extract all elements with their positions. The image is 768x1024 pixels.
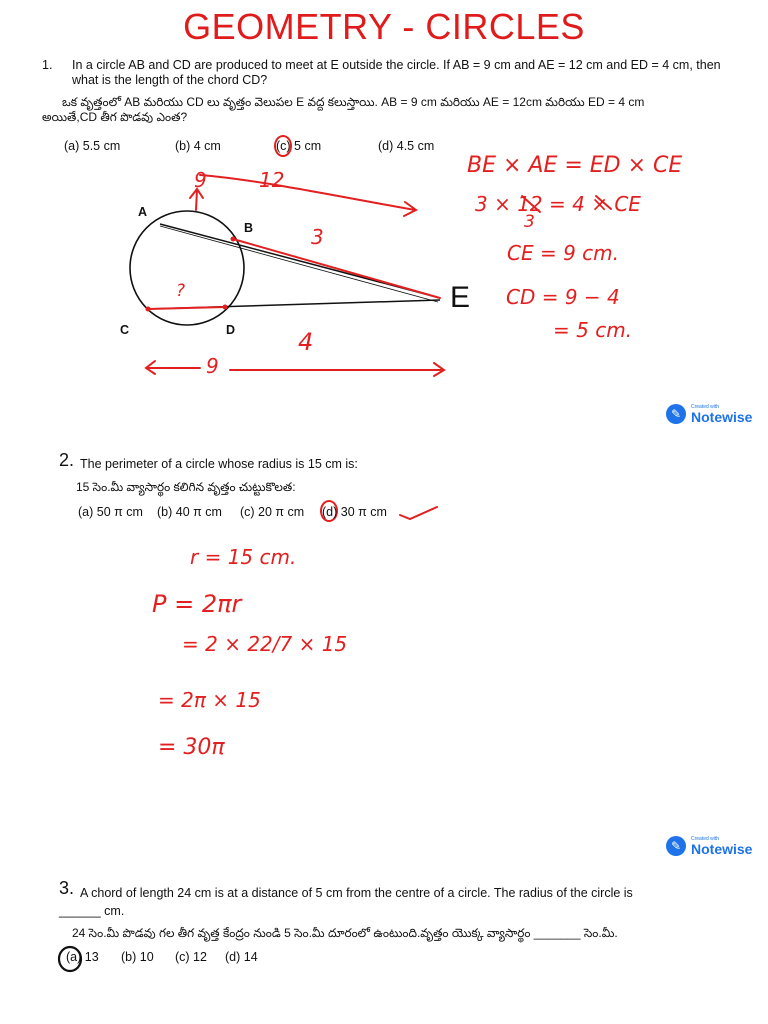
label-9-top: 9: [194, 168, 207, 192]
notewise-badge: [666, 404, 752, 424]
q1-work-line4: CD = 9 − 4: [506, 285, 620, 309]
point-c-label: C: [120, 323, 130, 337]
q1-option-d: (d) 4.5 cm: [378, 139, 435, 153]
q2-option-a: (a) 50 π cm: [78, 505, 143, 519]
q2-tick-mark: [400, 507, 437, 519]
q2-work-line4: = 2π × 15: [158, 688, 261, 712]
q1-answer-circle-mark: [275, 136, 291, 156]
q2-option-b: (b) 40 π cm: [157, 505, 222, 519]
badge-created-with: Created with: [691, 403, 720, 410]
q3-number: 3.: [59, 878, 75, 898]
label-9-bottom: 9: [206, 354, 219, 378]
q1-text-te-line1: ఒక వృత్తంలో AB మరియు CD లు వృత్తం వెలుపల E వద్ద కలుస్తాయి. AB = 9 cm మరియు AE = 12cm మరియు ED = 4 cm: [62, 95, 645, 109]
label-3: 3: [311, 225, 324, 249]
q1-option-b: (b) 4 cm: [175, 139, 221, 153]
q1-work-line2-denom: 3: [524, 212, 535, 232]
q1-work-line3: CE = 9 cm.: [507, 241, 619, 265]
page-title: GEOMETRY - CIRCLES: [183, 6, 585, 47]
badge-created-with: Created with: [691, 835, 720, 842]
label-12: 12: [259, 168, 285, 192]
q3-option-b: (b) 10: [121, 950, 154, 964]
q3-text-en-line2: ______ cm.: [59, 904, 125, 918]
pencil-icon: ✎: [666, 836, 686, 856]
q1-work-line2: 3 × 12 = 4 × CE: [475, 192, 641, 216]
arrow-up-mark: [190, 189, 203, 210]
q1-text-en-line2: what is the length of the chord CD?: [72, 73, 268, 87]
pencil-icon: ✎: [666, 404, 686, 424]
chord-cd-mark: [148, 307, 225, 309]
q1-option-a: (a) 5.5 cm: [64, 139, 121, 153]
segment-be-mark: [233, 239, 440, 298]
q1-number: 1.: [42, 58, 53, 72]
point-a-label: A: [138, 205, 148, 219]
q3-text-en-line1: A chord of length 24 cm is at a distance of 5 cm from the centre of a circle. The radius of the circle is: [80, 886, 633, 900]
q2-work-line3: = 2 × 22/7 × 15: [182, 632, 348, 656]
label-question: ?: [176, 281, 186, 301]
arrow-9-right: [230, 363, 444, 376]
badge-notewise: Notewise: [691, 840, 753, 857]
q1-work-line5: = 5 cm.: [553, 318, 633, 342]
q3-option-c: (c) 12: [175, 950, 207, 964]
q2-option-d: (d) 30 π cm: [322, 505, 387, 519]
arrow-9-left: [146, 361, 200, 374]
q2-work-line1: r = 15 cm.: [190, 545, 297, 569]
point-e-label: E: [450, 281, 471, 314]
q2-text-en: The perimeter of a circle whose radius is 15 cm is:: [80, 457, 358, 471]
q1-text-te-line2: అయితే,CD తీగ పొడవు ఎంత?: [42, 110, 188, 124]
q3-option-d: (d) 14: [225, 950, 258, 964]
q2-work-line2: P = 2πr: [152, 590, 242, 618]
q3-option-a: (a) 13: [66, 950, 99, 964]
arrow-12-mark: [200, 175, 416, 216]
q2-text-te: 15 సెం.మీ వ్యాసార్థం కలిగిన వృత్తం చుట్టుకొలత:: [76, 480, 296, 494]
point-d-label: D: [226, 323, 236, 337]
q2-number: 2.: [59, 450, 75, 470]
q1-text-en-line1: In a circle AB and CD are produced to meet at E outside the circle. If AB = 9 cm and AE = 12 cm and ED = 4 cm, then: [72, 58, 721, 72]
q1-option-c: (c) 5 cm: [276, 139, 322, 153]
q2-work-line5: = 30π: [158, 735, 225, 760]
notewise-badge-2: [666, 836, 752, 856]
q3-text-te: 24 సెం.మీ పొడవు గల తీగ వృత్త కేంద్రం నుండి 5 సెం.మీ దూరంలో ఉంటుంది.వృత్తం యొక్క వ్యాసార్థం _______ సెం.మీ.: [72, 926, 618, 940]
badge-notewise: Notewise: [691, 408, 753, 425]
point-b-label: B: [244, 221, 254, 235]
label-4: 4: [298, 328, 314, 356]
q1-work-line1: BE × AE = ED × CE: [467, 153, 683, 178]
q2-option-c: (c) 20 π cm: [240, 505, 305, 519]
